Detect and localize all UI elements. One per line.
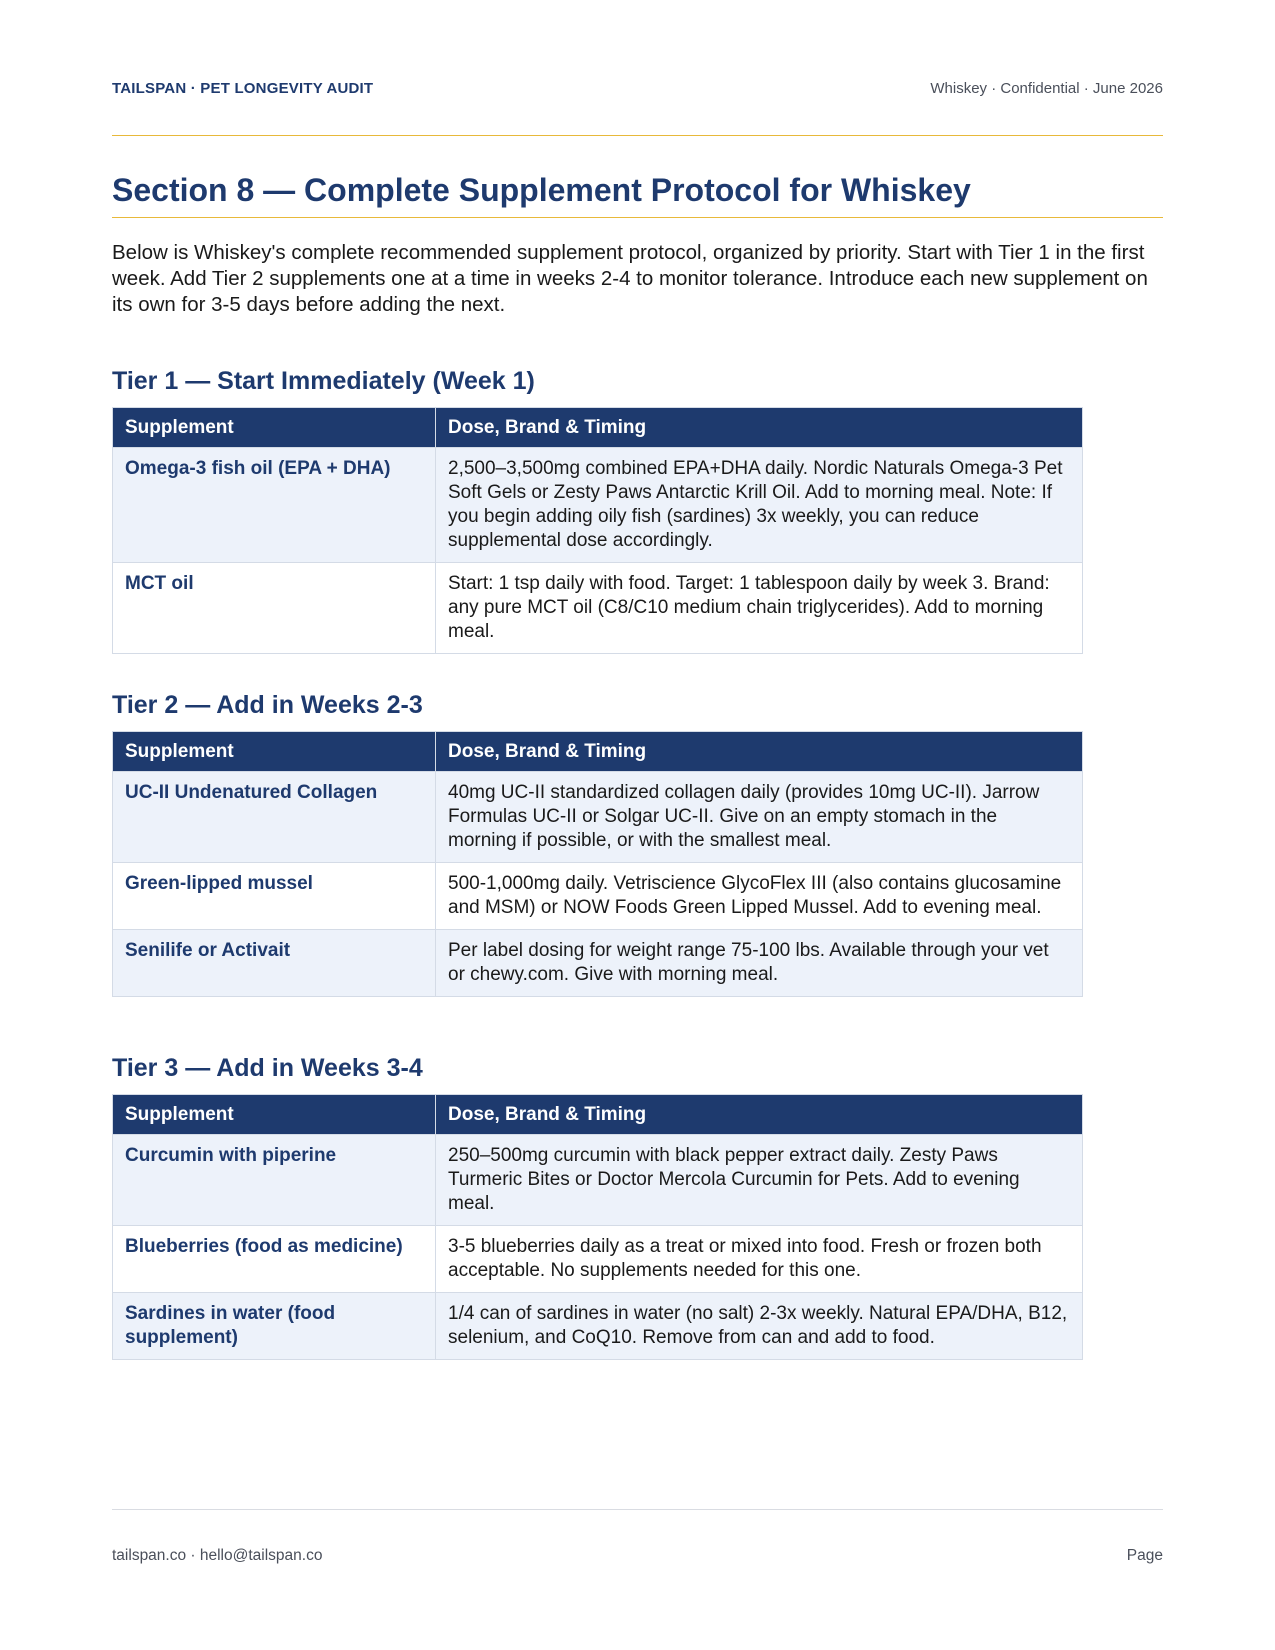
supplement-dose: 250–500mg curcumin with black pepper extract daily. Zesty Paws Turmeric Bites or Doctor Mercola Curcumin for Pets. Add to evening meal.	[436, 1135, 1083, 1226]
page-header	[112, 80, 1163, 100]
tier-2-section	[112, 689, 1082, 997]
supplement-name: MCT oil	[113, 563, 436, 654]
table-row	[113, 772, 1083, 863]
column-header-dose: Dose, Brand & Timing	[436, 408, 1083, 448]
supplement-name: Senilife or Activait	[113, 930, 436, 997]
footer-contact: tailspan.co · hello@tailspan.co	[112, 1547, 323, 1564]
tier-1-title: Tier 1 — Start Immediately (Week 1)	[112, 367, 535, 395]
tier-2-table	[112, 731, 1083, 997]
footer-divider	[112, 1509, 1163, 1510]
table-row	[113, 863, 1083, 930]
table-header-row	[113, 1095, 1083, 1135]
supplement-name: Sardines in water (food supplement)	[113, 1293, 436, 1360]
supplement-name: Omega-3 fish oil (EPA + DHA)	[113, 448, 436, 563]
tier-3-table	[112, 1094, 1083, 1360]
column-header-dose: Dose, Brand & Timing	[436, 1095, 1083, 1135]
supplement-dose: 1/4 can of sardines in water (no salt) 2-3x weekly. Natural EPA/DHA, B12, selenium, and CoQ10. Remove from can and add to food.	[436, 1293, 1083, 1360]
table-row	[113, 563, 1083, 654]
column-header-supplement: Supplement	[113, 408, 436, 448]
supplement-dose: 500-1,000mg daily. Vetriscience GlycoFlex III (also contains glucosamine and MSM) or NOW Foods Green Lipped Mussel. Add to evening meal.	[436, 863, 1083, 930]
supplement-dose: Per label dosing for weight range 75-100 lbs. Available through your vet or chewy.com. Give with morning meal.	[436, 930, 1083, 997]
header-divider	[112, 135, 1163, 136]
tier-3-title: Tier 3 — Add in Weeks 3-4	[112, 1054, 423, 1082]
document-meta: Whiskey · Confidential · June 2026	[930, 80, 1163, 97]
table-row	[113, 930, 1083, 997]
section-title: Section 8 — Complete Supplement Protocol for Whiskey	[112, 172, 1163, 218]
tier-1-table	[112, 407, 1083, 654]
table-row	[113, 1293, 1083, 1360]
supplement-name: UC-II Undenatured Collagen	[113, 772, 436, 863]
table-row	[113, 1135, 1083, 1226]
table-header-row	[113, 732, 1083, 772]
tier-2-title: Tier 2 — Add in Weeks 2-3	[112, 691, 423, 719]
tier-1-section	[112, 365, 1082, 654]
supplement-dose: Start: 1 tsp daily with food. Target: 1 tablespoon daily by week 3. Brand: any pure MCT oil (C8/C10 medium chain triglycerides). Add to morning meal.	[436, 563, 1083, 654]
column-header-dose: Dose, Brand & Timing	[436, 732, 1083, 772]
column-header-supplement: Supplement	[113, 1095, 436, 1135]
section-intro: Below is Whiskey's complete recommended supplement protocol, organized by priority. Start with Tier 1 in the first week. Add Tier 2 supplements one at a time in weeks 2-4 to monitor tolerance. Introduce each new supplement on its own for 3-5 days before adding the next.	[112, 241, 1148, 316]
page-number: Page	[1126, 1547, 1163, 1564]
table-row	[113, 1226, 1083, 1293]
table-row	[113, 448, 1083, 563]
supplement-dose: 40mg UC-II standardized collagen daily (provides 10mg UC-II). Jarrow Formulas UC-II or Solgar UC-II. Give on an empty stomach in the morning if possible, or with the smallest meal.	[436, 772, 1083, 863]
supplement-name: Blueberries (food as medicine)	[113, 1226, 436, 1293]
column-header-supplement: Supplement	[113, 732, 436, 772]
supplement-name: Curcumin with piperine	[113, 1135, 436, 1226]
tier-3-section	[112, 1052, 1082, 1360]
supplement-name: Green-lipped mussel	[113, 863, 436, 930]
supplement-dose: 2,500–3,500mg combined EPA+DHA daily. Nordic Naturals Omega-3 Pet Soft Gels or Zesty Paws Antarctic Krill Oil. Add to morning meal. Note: If you begin adding oily fish (sardines) 3x weekly, you can reduce supplemental dose accordingly.	[436, 448, 1083, 563]
brand-label: TAILSPAN · PET LONGEVITY AUDIT	[112, 80, 374, 97]
supplement-dose: 3-5 blueberries daily as a treat or mixed into food. Fresh or frozen both acceptable. No supplements needed for this one.	[436, 1226, 1083, 1293]
table-header-row	[113, 408, 1083, 448]
